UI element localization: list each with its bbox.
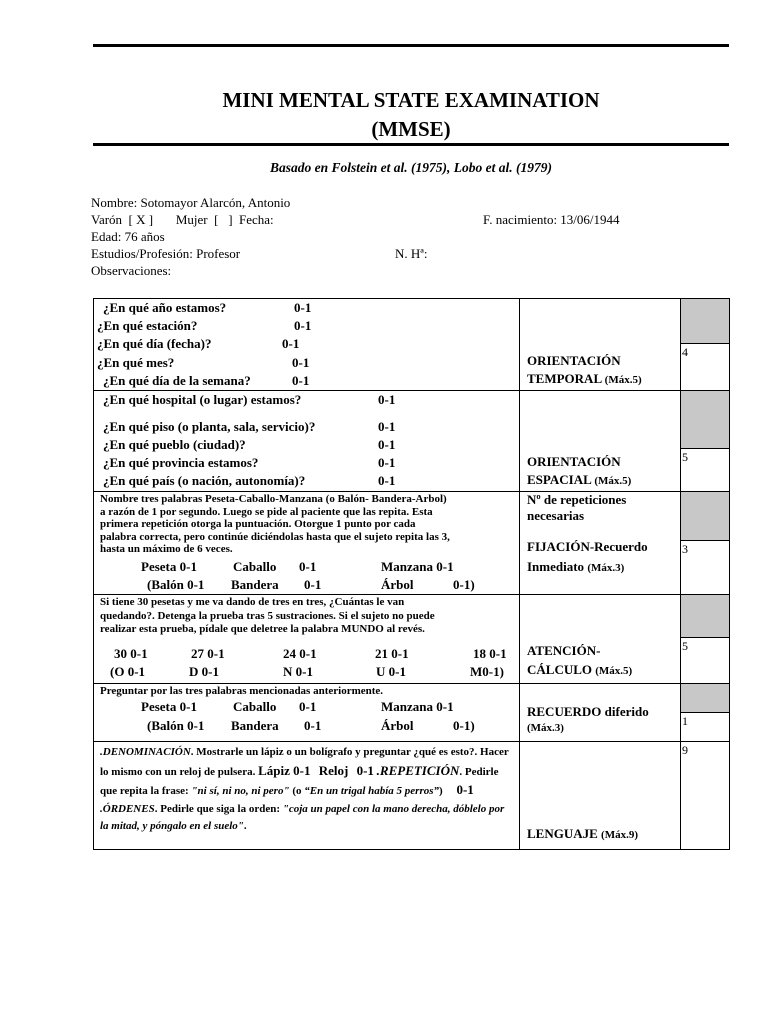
temporal-score-cell [681, 299, 730, 391]
espacial-score: 5 [682, 450, 688, 464]
atencion-step-24: 24 0-1 [283, 646, 317, 661]
section-lenguaje [94, 742, 730, 850]
atencion-letter-d: D 0-1 [189, 664, 219, 679]
espacial-q5-score: 0-1 [378, 473, 396, 488]
fijacion-score-shade [681, 492, 729, 541]
temporal-q5: ¿En qué día de la semana? [103, 373, 251, 388]
temporal-label: ORIENTACIÓN TEMPORAL (Máx.5) [527, 353, 642, 386]
lenguaje-repeticion-text: . Pedirle que repita la frase: [100, 765, 499, 797]
atencion-letter-u: U 0-1 [376, 664, 406, 679]
section-fijacion [94, 492, 730, 595]
recuerdo-word-peseta: Peseta 0-1 [141, 699, 197, 714]
section-temporal [94, 299, 730, 391]
atencion-letter-n: N 0-1 [283, 664, 313, 679]
fijacion-word-manzana: Manzana 0-1 [381, 559, 454, 574]
lenguaje-reloj-score: 0-1 [356, 762, 374, 778]
recuerdo-word-bandera: Bandera [231, 718, 279, 733]
espacial-q2: ¿En qué piso (o planta, sala, servicio)? [103, 419, 316, 434]
atencion-score: 5 [682, 639, 688, 653]
espacial-q1: ¿En qué hospital (o lugar) estamos? [103, 392, 302, 407]
section-atencion [94, 595, 730, 684]
recuerdo-instruction: Preguntar por las tres palabras mencionadas anteriormente. [100, 685, 384, 697]
recuerdo-word-arbol: Árbol [381, 718, 414, 733]
fijacion-score: 3 [682, 542, 688, 556]
lenguaje-repeticion-score: 0-1 [456, 782, 474, 797]
section-recuerdo [94, 684, 730, 742]
subtitle: Basado en Folstein et al. (1975), Lobo et al. (1979) [270, 160, 552, 175]
top-rule [93, 44, 729, 47]
patient-studies: Estudios/Profesión: Profesor [91, 246, 241, 261]
atencion-step-30: 30 0-1 [114, 646, 148, 661]
patient-observations: Observaciones: [91, 263, 172, 278]
page-title-abbrev: (MMSE) [371, 117, 451, 141]
lenguaje-ordenes-text: . Pedirle que siga la orden: [154, 802, 280, 815]
recuerdo-word-arbol-score: 0-1) [453, 718, 475, 733]
title-rule [93, 143, 729, 146]
fijacion-word-arbol: Árbol [381, 577, 414, 592]
temporal-q3: ¿En qué día (fecha)? [97, 336, 212, 351]
fijacion-label-cell [520, 492, 681, 595]
patient-birthdate: F. nacimiento: 13/06/1944 [483, 212, 620, 227]
espacial-label-cell [520, 391, 681, 492]
recuerdo-word-bandera-score: 0-1 [304, 718, 322, 733]
recuerdo-label: RECUERDO diferido (Máx.3) [527, 704, 649, 734]
temporal-score: 4 [682, 345, 688, 359]
fijacion-word-bandera: Bandera [231, 577, 279, 592]
recuerdo-word-caballo: Caballo [233, 699, 277, 714]
recuerdo-score-shade [681, 684, 729, 713]
lenguaje-score: 9 [682, 743, 688, 757]
lenguaje-ordenes-title: .ÓRDENES [100, 802, 155, 815]
atencion-step-27: 27 0-1 [191, 646, 225, 661]
espacial-q2-score: 0-1 [378, 419, 396, 434]
recuerdo-word-manzana: Manzana 0-1 [381, 699, 454, 714]
lenguaje-ordenes-phrase: "coja un papel con la mano derecha, dóblelo por la mitad, y póngalo en el suelo" [100, 802, 505, 832]
lenguaje-reloj: Reloj [318, 762, 349, 778]
lenguaje-score-cell [681, 742, 730, 850]
lenguaje-repeticion-title: .REPETICIÓN [376, 762, 460, 778]
lenguaje-lapiz: Lápiz 0-1 [258, 762, 311, 778]
espacial-questions [94, 391, 520, 492]
patient-sex-date: Varón [ X ] Mujer [ ] Fecha: [91, 212, 274, 227]
temporal-q3-score: 0-1 [282, 336, 300, 351]
fijacion-instructions: Nombre tres palabras Peseta-Caballo-Manzana (o Balón- Bandera-Arbol) a razón de 1 por segundo. Luego se pide al paciente que las repita. Esta primera repetición otorga la puntuación. Otorgue 1 punto por cada palabra correcta, pero continúe diciéndolas hasta que el sujeto repita las 3, hasta un máximo de 6 veces. [100, 493, 450, 555]
lenguaje-label: LENGUAJE (Máx.9) [527, 826, 639, 841]
lenguaje-repeticion-or: (o [292, 785, 302, 797]
temporal-q1-score: 0-1 [294, 300, 312, 315]
atencion-score-cell [681, 595, 730, 684]
lenguaje-label-cell [520, 742, 681, 850]
espacial-score-shade [681, 391, 729, 449]
atencion-step-18: 18 0-1 [473, 646, 507, 661]
recuerdo-label-cell [520, 684, 681, 742]
patient-record-number: N. Hª: [395, 246, 428, 261]
espacial-score-cell [681, 391, 730, 492]
atencion-content [94, 595, 520, 684]
espacial-q1-score: 0-1 [378, 392, 396, 407]
atencion-step-21: 21 0-1 [375, 646, 409, 661]
temporal-q2: ¿En qué estación? [97, 318, 198, 333]
lenguaje-denominacion-title: .DENOMINACIÓN [100, 746, 191, 758]
temporal-q2-score: 0-1 [294, 318, 312, 333]
atencion-label: ATENCIÓN- CÁLCULO (Máx.5) [527, 643, 633, 677]
atencion-letter-o: (O 0-1 [110, 664, 146, 679]
mmse-table [93, 298, 730, 850]
recuerdo-score: 1 [682, 714, 688, 728]
lenguaje-content [94, 742, 520, 850]
atencion-score-shade [681, 595, 729, 638]
lenguaje-repeticion-alt-phrase: “En un trigal había 5 perros” [304, 785, 440, 797]
atencion-instructions: Si tiene 30 pesetas y me va dando de tres en tres, ¿Cuántas le van quedando?. Detenga la prueba tras 5 sustraciones. Si el sujeto no puede realizar esta prueba, pídale que deletree la palabra MUNDO al revés. [100, 596, 435, 635]
fijacion-score-cell [681, 492, 730, 595]
recuerdo-word-balon: (Balón 0-1 [147, 718, 205, 733]
espacial-q5: ¿En qué país (o nación, autonomía)? [103, 473, 306, 488]
fijacion-label: FIJACIÓN-Recuerdo Inmediato (Máx.3) [527, 539, 648, 574]
fijacion-repetitions-note: Nº de repeticiones necesarias [527, 492, 627, 523]
fijacion-word-peseta: Peseta 0-1 [141, 559, 197, 574]
espacial-label: ORIENTACIÓN ESPACIAL (Máx.5) [527, 454, 632, 487]
lenguaje-repeticion-phrase: "ni sí, ni no, ni pero" [191, 785, 290, 797]
temporal-score-shade [681, 299, 729, 344]
section-espacial [94, 391, 730, 492]
atencion-label-cell [520, 595, 681, 684]
fijacion-word-caballo: Caballo [233, 559, 277, 574]
recuerdo-word-caballo-score: 0-1 [299, 699, 317, 714]
recuerdo-content [94, 684, 520, 742]
patient-age: Edad: 76 años [91, 229, 165, 244]
lenguaje-repeticion-close: ) [439, 785, 443, 797]
temporal-q4: ¿En qué mes? [97, 355, 175, 370]
espacial-q3-score: 0-1 [378, 437, 396, 452]
temporal-q1: ¿En qué año estamos? [103, 300, 227, 315]
fijacion-word-caballo-score: 0-1 [299, 559, 317, 574]
espacial-q4-score: 0-1 [378, 455, 396, 470]
fijacion-word-bandera-score: 0-1 [304, 577, 322, 592]
atencion-letter-m: M0-1) [470, 664, 504, 679]
patient-name: Nombre: Sotomayor Alarcón, Antonio [91, 195, 291, 210]
fijacion-word-balon: (Balón 0-1 [147, 577, 205, 592]
page-title: MINI MENTAL STATE EXAMINATION [222, 88, 600, 112]
lenguaje-ordenes-end: . [243, 820, 247, 832]
temporal-q4-score: 0-1 [292, 355, 310, 370]
fijacion-word-arbol-score: 0-1) [453, 577, 475, 592]
fijacion-content [94, 492, 520, 595]
lenguaje-instructions [100, 744, 512, 836]
espacial-q3: ¿En qué pueblo (ciudad)? [103, 437, 246, 452]
temporal-q5-score: 0-1 [292, 373, 310, 388]
recuerdo-score-cell [681, 684, 730, 742]
temporal-label-cell [520, 299, 681, 391]
lenguaje-denominacion-text: . Mostrarle un lápiz o un bolígrafo y preguntar ¿qué es esto?. Hacer lo mismo con un reloj de pulsera. [100, 746, 509, 778]
temporal-questions [94, 299, 520, 391]
espacial-q4: ¿En qué provincia estamos? [103, 455, 259, 470]
